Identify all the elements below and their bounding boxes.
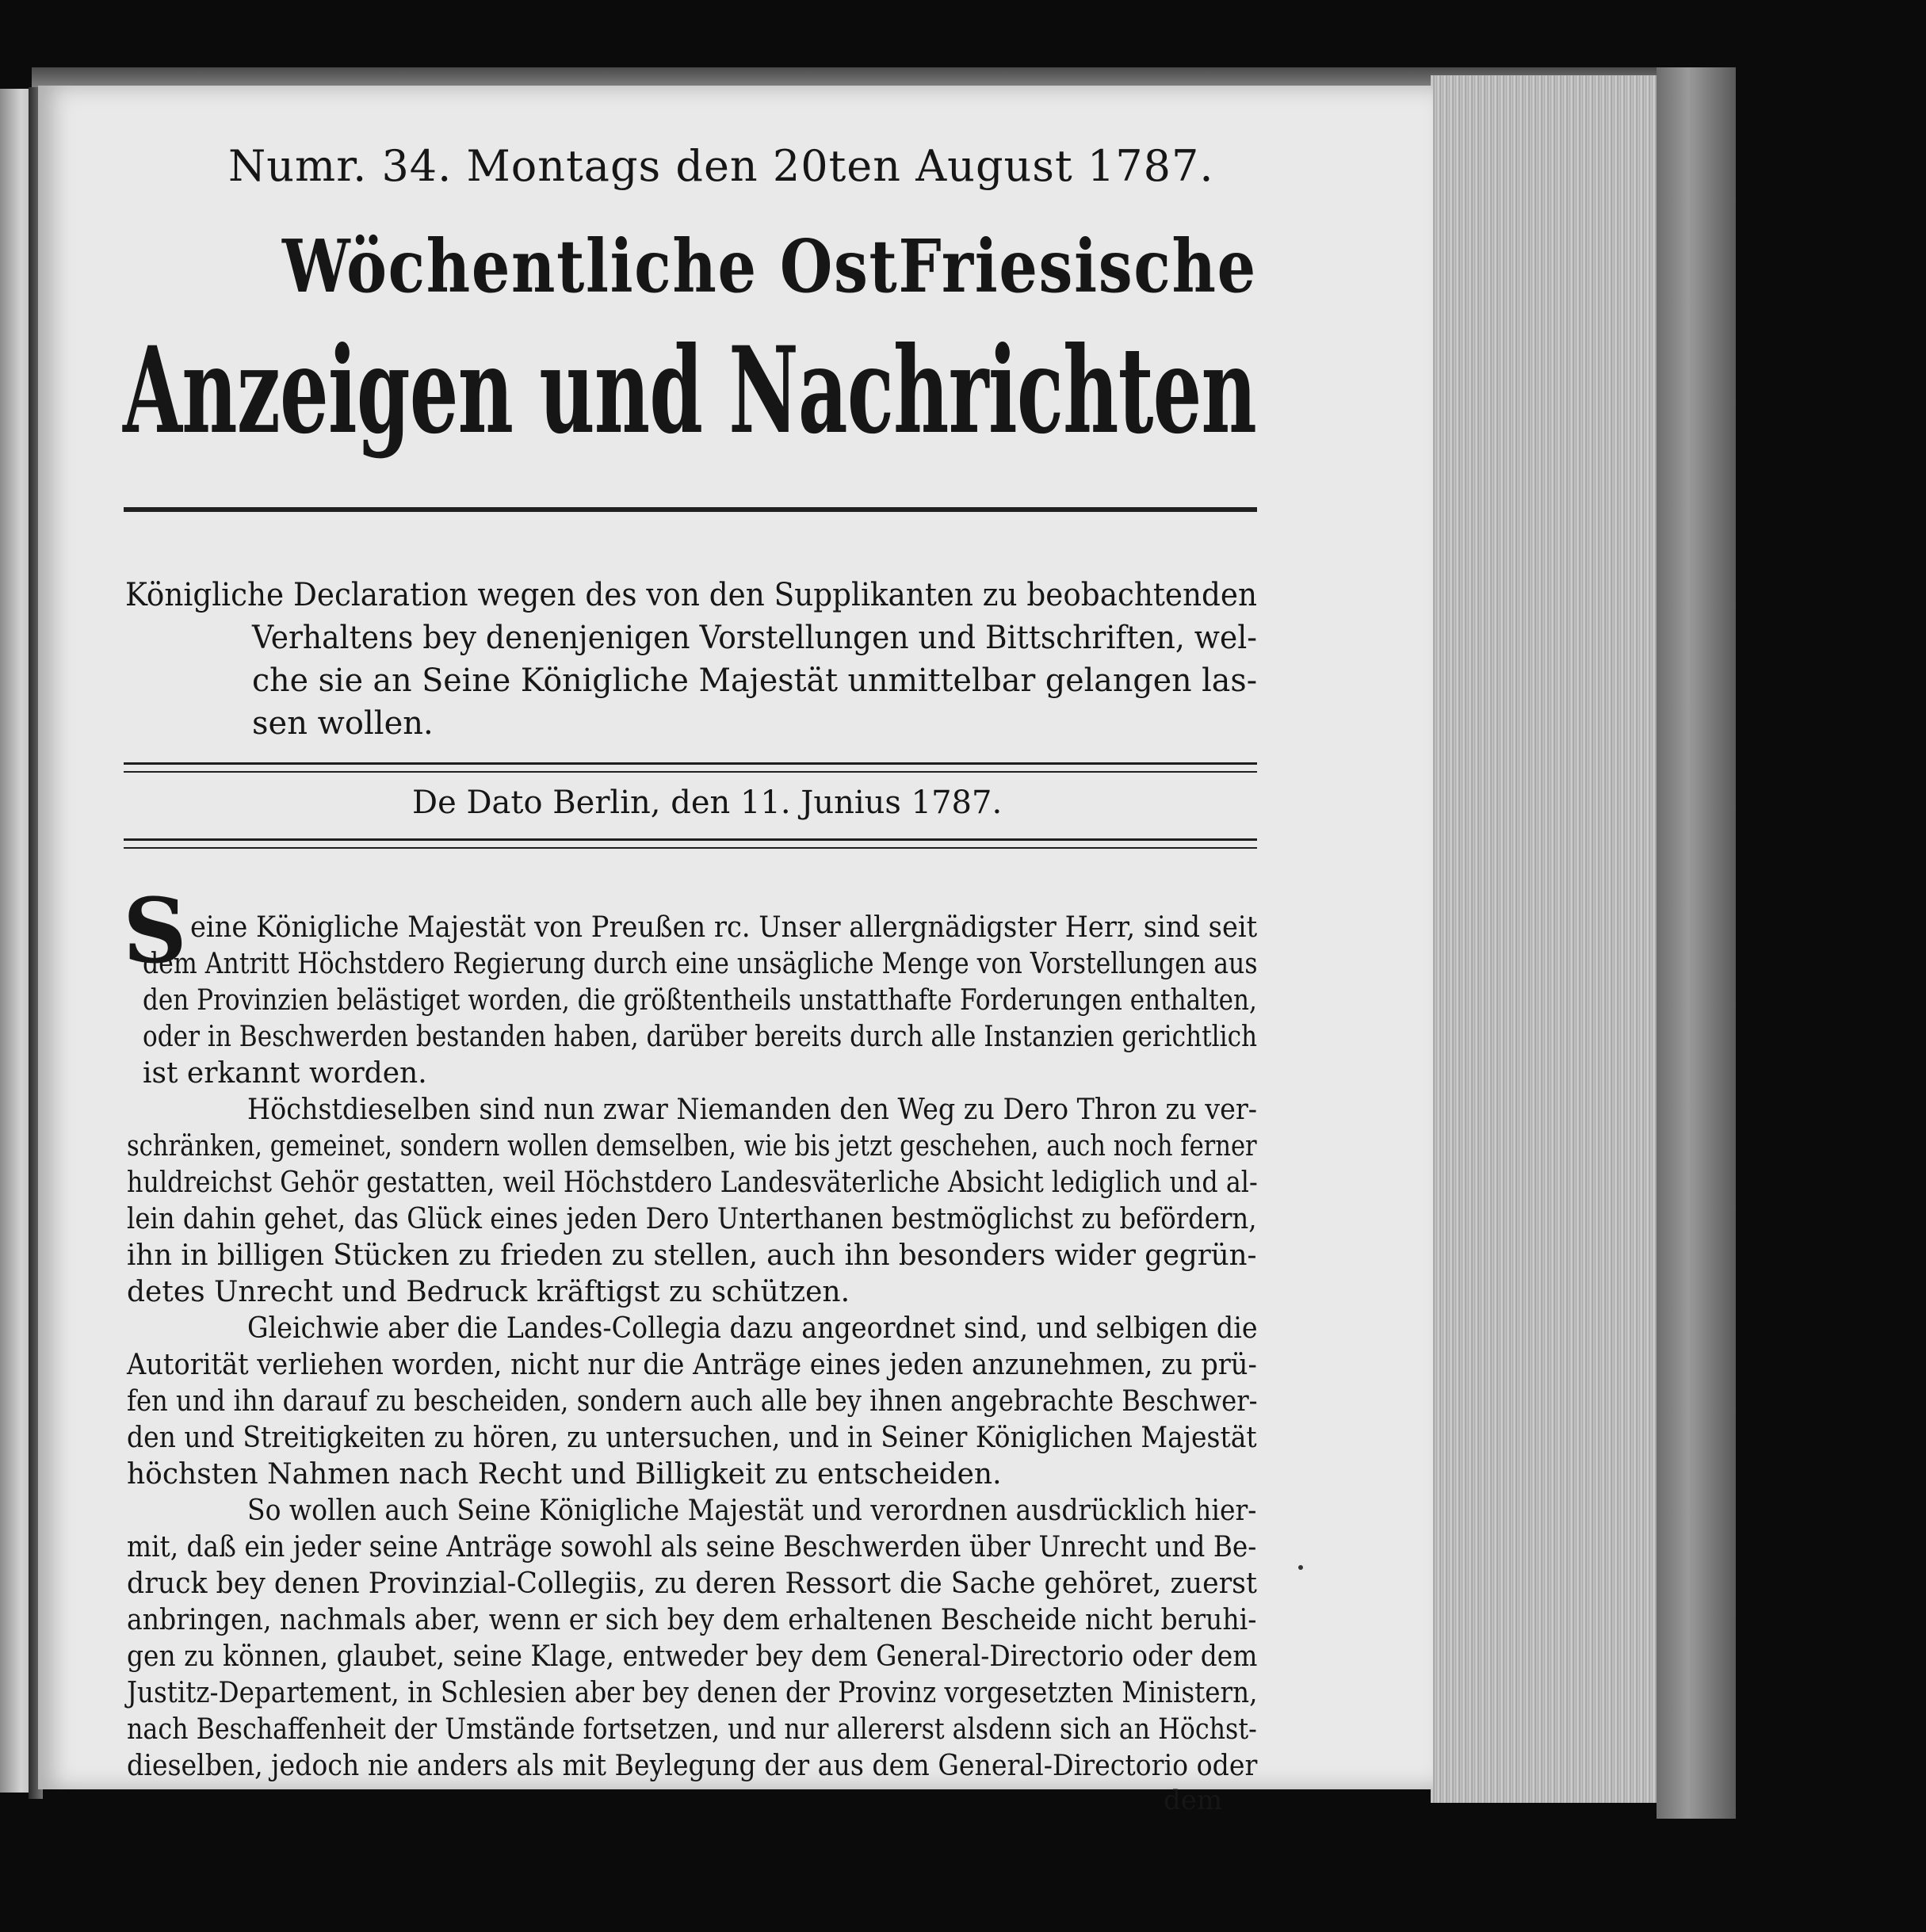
heading-line: che sie an Seine Königliche Majestät unmittelbar gelangen las- — [252, 662, 1258, 699]
book-cover-spine — [1657, 67, 1736, 1819]
body-line: huldreichst Gehör gestatten, weil Höchstdero Landesväterliche Absicht lediglich und al- — [127, 1166, 1258, 1199]
body-line: lein dahin gehet, das Glück eines jeden Dero Unterthanen bestmöglichst zu befördern, — [127, 1203, 1257, 1235]
body-line: eine Königliche Majestät von Preußen rc. Unser allergnädigster Herr, sind seit — [190, 911, 1258, 944]
masthead-line: Numr. 34. Montags den 20ten August 1787. — [228, 141, 1214, 191]
body-line: anbringen, nachmals aber, wenn er sich bey dem erhaltenen Bescheide nicht beruhi- — [127, 1604, 1257, 1636]
body-line: oder in Beschwerden bestanden haben, darüber bereits durch alle Instanzien gerichtlich — [143, 1021, 1258, 1053]
heading-line: sen wollen. — [252, 705, 434, 742]
body-line: mit, daß ein jeder seine Anträge sowohl als seine Beschwerden über Unrecht und Be- — [127, 1531, 1257, 1564]
body-line: Gleichwie aber die Landes-Collegia dazu angeordnet sind, und selbigen die — [247, 1312, 1258, 1345]
body-line: den Provinzien belästiget worden, die größtentheils unstatthafte Forderungen enthalten, — [143, 984, 1257, 1017]
drop-cap: S — [123, 880, 187, 983]
body-line: höchsten Nahmen nach Recht und Billigkeit zu entscheiden. — [127, 1458, 1002, 1491]
body-line: ist erkannt worden. — [143, 1057, 427, 1090]
body-line: druck bey denen Provinzial-Collegiis, zu deren Ressort die Sache gehöret, zuerst — [127, 1567, 1257, 1600]
heading-line: Königliche Declaration wegen des von den Supplikanten zu beobachtenden — [125, 577, 1258, 613]
title-line-2: Anzeigen und Nachrichten — [123, 321, 1257, 460]
body-line: dem Antritt Höchstdero Regierung durch eine unsägliche Menge von Vorstellungen aus — [143, 948, 1258, 980]
body-line: fen und ihn darauf zu bescheiden, sondern auch alle bey ihnen angebrachte Beschwer- — [127, 1385, 1258, 1418]
body-line: Höchstdieselben sind nun zwar Niemanden den Weg zu Dero Thron zu ver- — [247, 1094, 1258, 1126]
body-line: Justitz-Departement, in Schlesien aber bey denen der Provinz vorgesetzten Ministern, — [127, 1677, 1258, 1709]
body-line: dieselben, jedoch nie anders als mit Beylegung der aus dem General-Directorio oder — [127, 1750, 1258, 1782]
rule-above-dato — [124, 762, 1257, 773]
title-line-1: Wöchentliche OstFriesische — [282, 223, 1257, 309]
rule-below-dato — [124, 838, 1257, 849]
body-line: So wollen auch Seine Königliche Majestät und verordnen ausdrücklich hier- — [247, 1495, 1257, 1527]
heading-line: Verhaltens bey denenjenigen Vorstellungen und Bittschriften, wel- — [252, 620, 1257, 656]
ink-speck — [1298, 1565, 1303, 1570]
catchword: dem — [1164, 1785, 1223, 1816]
dato-line: De Dato Berlin, den 11. Junius 1787. — [412, 785, 1003, 821]
body-line: den und Streitigkeiten zu hören, zu untersuchen, und in Seiner Königlichen Majestät — [127, 1422, 1257, 1454]
page-block-edge — [1431, 75, 1668, 1803]
body-line: nach Beschaffenheit der Umstände fortsetzen, und nur allererst alsdenn sich an Höchst- — [127, 1713, 1257, 1746]
body-line: detes Unrecht und Bedruck kräftigst zu schützen. — [127, 1276, 850, 1308]
body-line: Autorität verliehen worden, nicht nur die Anträge eines jeden anzunehmen, zu prü- — [127, 1349, 1257, 1381]
body-line: gen zu können, glaubet, seine Klage, entweder bey dem General-Directorio oder dem — [127, 1640, 1258, 1673]
rule-under-title — [124, 507, 1257, 512]
body-line: schränken, gemeinet, sondern wollen demselben, wie bis jetzt geschehen, auch noch ferner — [127, 1130, 1257, 1163]
body-line: ihn in billigen Stücken zu frieden zu stellen, auch ihn besonders wider gegrün- — [127, 1239, 1257, 1272]
